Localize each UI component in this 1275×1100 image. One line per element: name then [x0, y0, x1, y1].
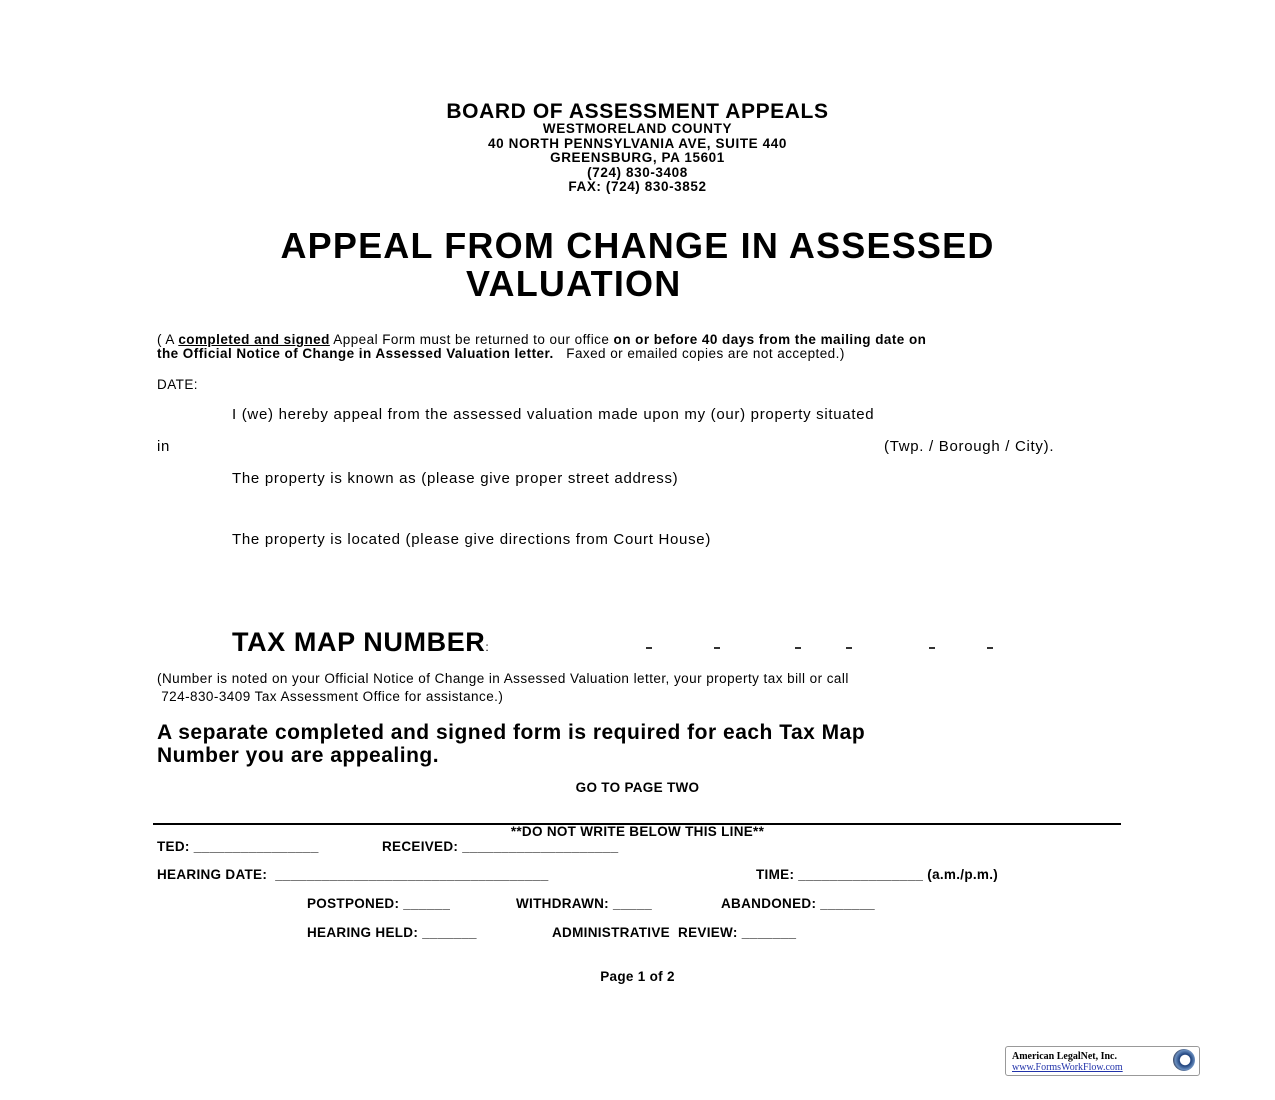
- appeal-statement: I (we) hereby appeal from the assessed valuation made upon my (our) property situated: [232, 406, 875, 423]
- tax-map-separator: [929, 647, 935, 649]
- address-line-2: GREENSBURG, PA 15601: [550, 150, 725, 165]
- american-legalnet-logo[interactable]: [1005, 1046, 1200, 1076]
- separate-form-notice-1: A separate completed and signed form is required for each Tax Map: [157, 721, 866, 744]
- ted-field: TED: ________________: [157, 839, 319, 854]
- received-field: RECEIVED: ____________________: [382, 839, 619, 854]
- tax-map-separator: [646, 647, 652, 649]
- separate-form-notice-2: Number you are appealing.: [157, 744, 440, 767]
- postponed-field: POSTPONED: ______: [307, 896, 451, 911]
- property-located-label: The property is located (please give directions from Court House): [232, 531, 712, 548]
- date-label: DATE:: [157, 377, 199, 392]
- tax-map-separator: [987, 647, 993, 649]
- hearing-held-field: HEARING HELD: _______: [307, 925, 477, 940]
- tax-map-separator: [846, 647, 852, 649]
- hearing-date-field: HEARING DATE: ___________________________________: [157, 867, 549, 882]
- notice-line-1: ( A completed and signed Appeal Form must be returned to our office on or before 40 days from the mailing date on: [157, 332, 927, 347]
- do-not-write-warning: **DO NOT WRITE BELOW THIS LINE**: [510, 824, 765, 839]
- page-title-line-1: APPEAL FROM CHANGE IN ASSESSED: [280, 225, 995, 266]
- municipality-label: (Twp. / Borough / City).: [884, 438, 1055, 455]
- withdrawn-field: WITHDRAWN: _____: [516, 896, 653, 911]
- logo-url-link[interactable]: www.FormsWorkFlow.com: [1012, 1062, 1123, 1073]
- go-to-page-two: GO TO PAGE TWO: [575, 780, 700, 795]
- page-title-line-2: VALUATION: [466, 263, 682, 304]
- phone: (724) 830-3408: [587, 165, 688, 180]
- globe-seal-icon: [1173, 1049, 1195, 1071]
- tax-map-number-label: TAX MAP NUMBER:: [232, 627, 490, 657]
- in-label: in: [157, 438, 171, 455]
- notice-line-2: the Official Notice of Change in Assessed Valuation letter. Faxed or emailed copies are not accepted.): [157, 346, 845, 361]
- county: WESTMORELAND COUNTY: [542, 121, 733, 136]
- address-line-1: 40 NORTH PENNSYLVANIA AVE, SUITE 440: [488, 136, 787, 151]
- time-field: TIME: ________________ (a.m./p.m.): [756, 867, 999, 882]
- tax-map-note-2: 724-830-3409 Tax Assessment Office for assistance.): [157, 689, 504, 704]
- page-number: Page 1 of 2: [600, 969, 675, 984]
- tax-map-separator: [795, 647, 801, 649]
- tax-map-note-1: (Number is noted on your Official Notice of Change in Assessed Valuation letter, your property tax bill or call: [157, 671, 849, 686]
- fax: FAX: (724) 830-3852: [568, 179, 707, 194]
- property-known-as-label: The property is known as (please give proper street address): [232, 470, 679, 487]
- org-name: BOARD OF ASSESSMENT APPEALS: [446, 100, 829, 123]
- tax-map-separator: [714, 647, 720, 649]
- administrative-review-field: ADMINISTRATIVE REVIEW: _______: [552, 925, 797, 940]
- abandoned-field: ABANDONED: _______: [721, 896, 875, 911]
- logo-company-name: American LegalNet, Inc.: [1012, 1051, 1117, 1062]
